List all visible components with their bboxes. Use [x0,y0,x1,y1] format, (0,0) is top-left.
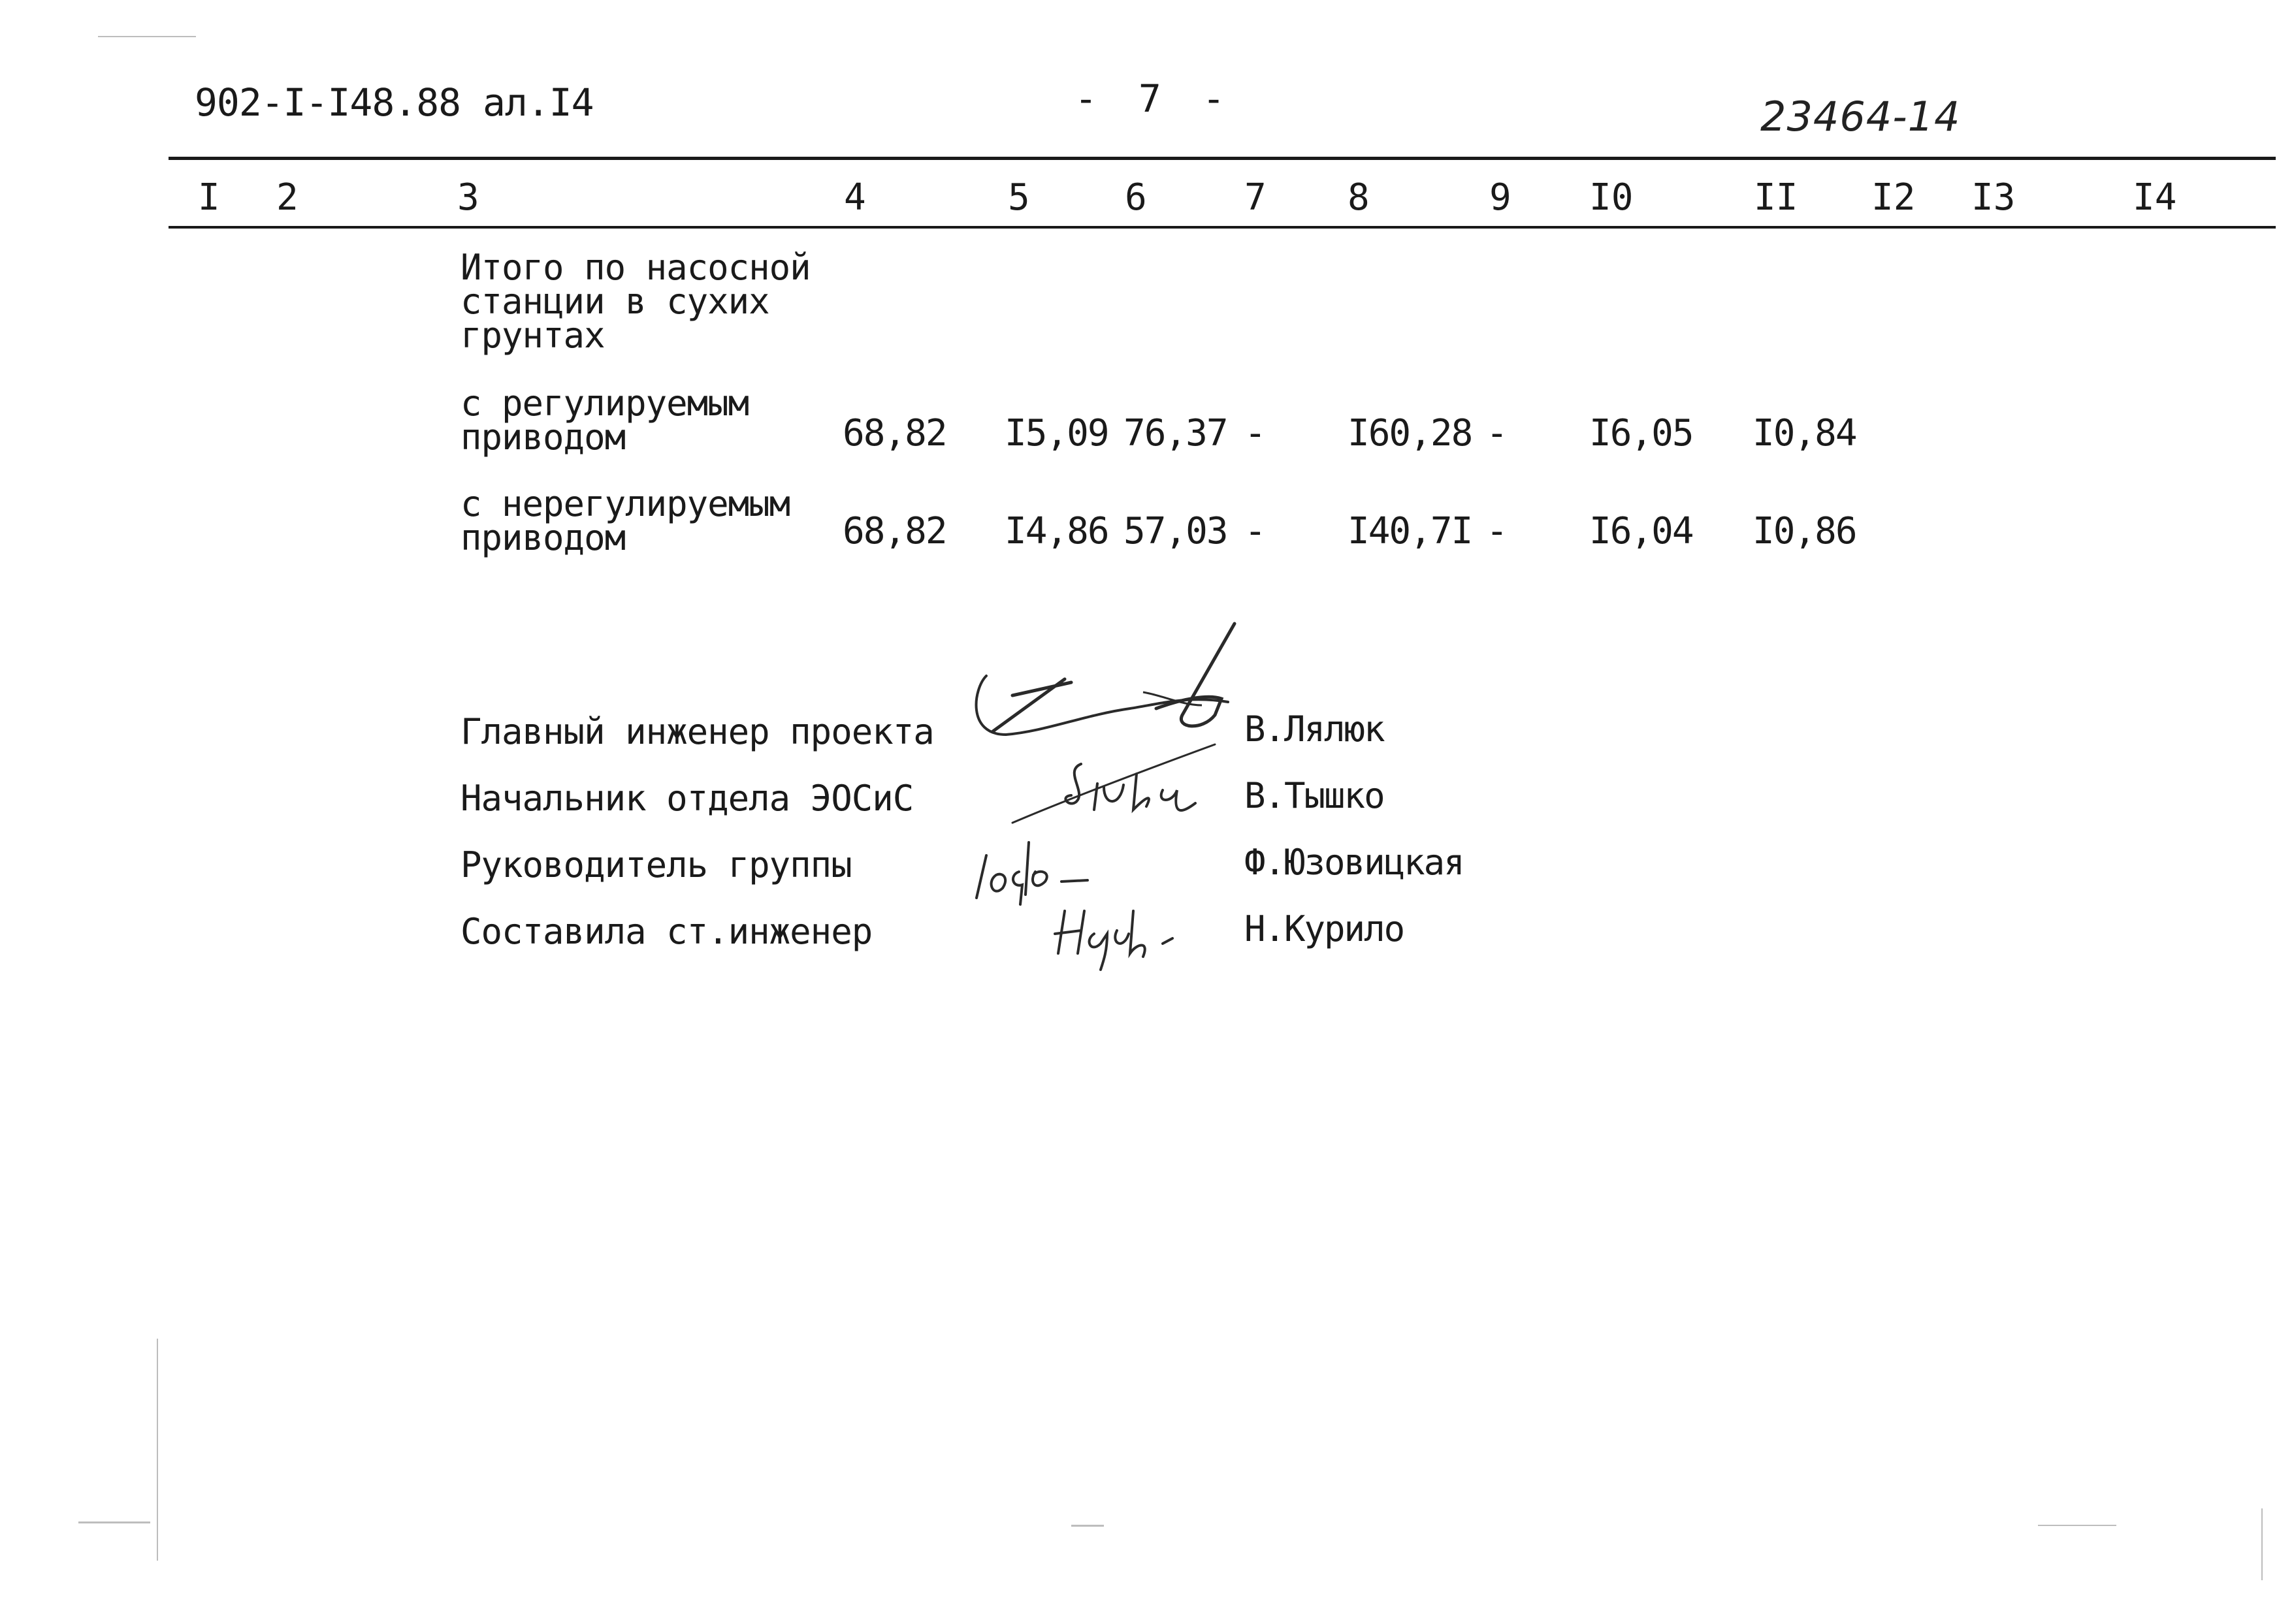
signatory-name-yuzovitskaya: Ф.Юзовицкая [1244,842,1464,883]
row1-col5-value: I5,09 [1005,412,1108,454]
row1-col8-value: I60,28 [1348,412,1472,454]
row2-col4-value: 68,82 [843,510,946,552]
column-number-3: 3 [457,176,479,219]
table-top-rule [169,157,2276,160]
margin-dash-left [78,1521,150,1523]
row2-col10-value: I6,04 [1589,510,1693,552]
column-number-4: 4 [844,176,866,219]
signatory-position-department-head: Начальник отдела ЭОСиС [460,778,914,819]
column-number-5: 5 [1008,176,1030,219]
margin-dash-bottom-right [2038,1525,2116,1526]
row2-col11-value: I0,86 [1753,510,1856,552]
row2-col7-value: - [1244,510,1265,552]
signature-scribble-group-leader [973,836,1104,908]
column-number-7: 7 [1244,176,1267,219]
document-code: 902-I-I48.88 ал.I4 [195,80,594,125]
signatory-name-kurilo: Н.Курило [1244,908,1404,949]
column-number-8: 8 [1348,176,1370,219]
column-number-11: II [1754,176,1798,219]
signatory-position-chief-engineer: Главный инженер проекта [460,711,934,752]
row1-col9-value: - [1486,412,1507,454]
column-number-10: I0 [1589,176,1634,219]
row1-col6-value: 76,37 [1123,412,1227,454]
signatory-position-group-leader: Руководитель группы [460,844,852,885]
row1-col11-value: I0,84 [1753,412,1856,454]
row2-col5-value: I4,86 [1005,510,1108,552]
column-number-9: 9 [1489,176,1511,219]
column-number-13: I3 [1971,176,2016,219]
signatory-name-tyshko: В.Тышко [1244,775,1384,816]
section-title: Итого по насосной станции в сухих грунтах [460,247,811,356]
column-number-14: I4 [2133,176,2177,219]
row1-col10-value: I6,05 [1589,412,1693,454]
column-header-rule [169,226,2276,229]
column-number-1: I [198,176,220,219]
row1-col4-value: 68,82 [843,412,946,454]
row1-col7-value: - [1244,412,1265,454]
row2-col9-value: - [1486,510,1507,552]
column-number-6: 6 [1125,176,1147,219]
margin-dash-bottom-center [1071,1525,1104,1527]
page-number: - 7 - [1074,76,1225,121]
signatory-position-senior-engineer: Составила ст.инженер [460,911,873,952]
signature-scribble-chief-engineer [967,617,1254,748]
signature-scribble-department-head [1006,744,1228,836]
row-label-unregulated: с нерегулируемым приводом [460,483,790,558]
margin-line-right [2261,1508,2263,1580]
column-number-2: 2 [276,176,299,219]
binding-margin-line [157,1339,158,1561]
row2-col6-value: 57,03 [1123,510,1227,552]
column-number-12: I2 [1871,176,1916,219]
signatory-name-lyalyuk: В.Лялюк [1244,709,1384,750]
margin-dash-top-left [98,36,196,37]
signature-scribble-senior-engineer [1045,898,1189,976]
row-label-regulated: с регулируемым приводом [460,383,749,458]
archive-number: 23464-14 [1760,93,1961,140]
row2-col8-value: I40,7I [1348,510,1472,552]
